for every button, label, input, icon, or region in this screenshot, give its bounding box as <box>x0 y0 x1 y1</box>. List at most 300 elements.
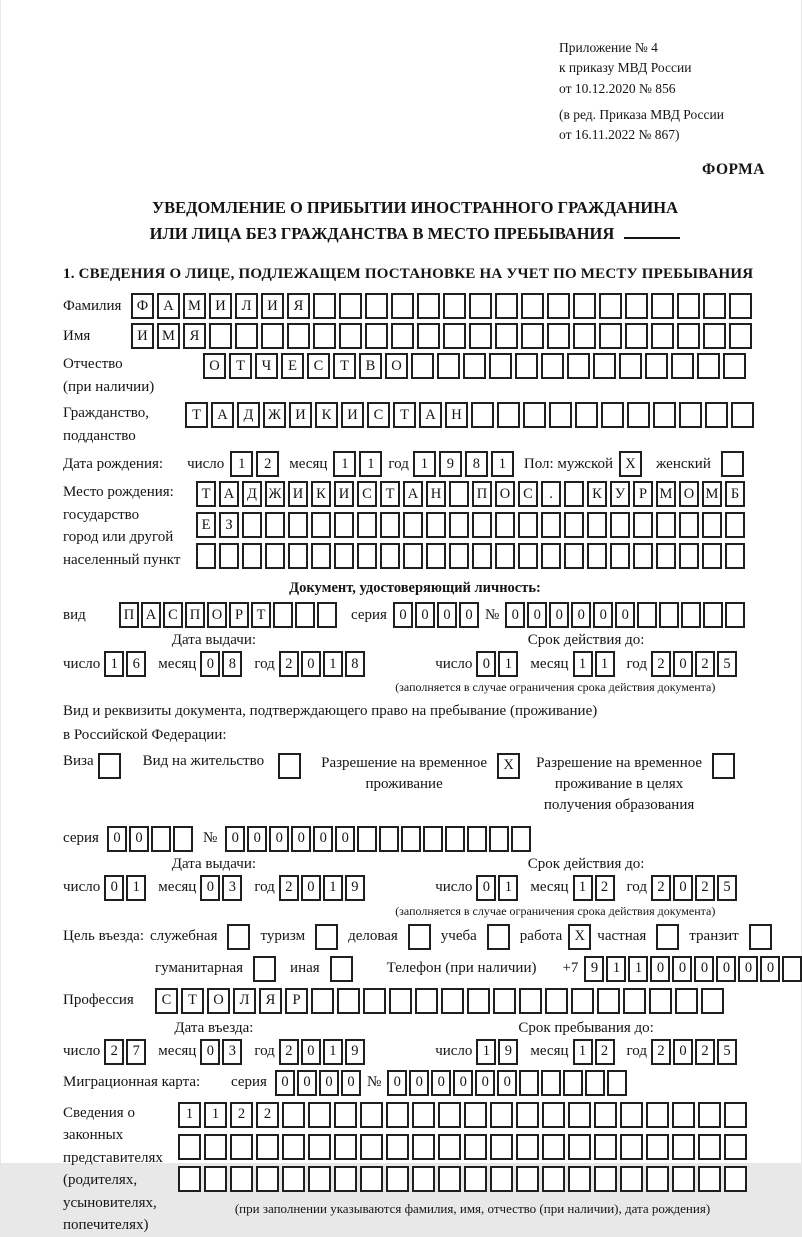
char-box[interactable]: 2 <box>230 1102 253 1128</box>
char-box[interactable] <box>467 988 490 1014</box>
char-box[interactable]: Е <box>281 353 304 379</box>
char-box[interactable]: С <box>367 402 390 428</box>
char-box[interactable]: Е <box>196 512 216 538</box>
char-box[interactable] <box>679 512 699 538</box>
char-box[interactable]: С <box>518 481 538 507</box>
char-box[interactable]: У <box>610 481 630 507</box>
char-box[interactable] <box>724 1166 747 1192</box>
char-box[interactable] <box>463 353 486 379</box>
char-box[interactable]: М <box>183 293 206 319</box>
char-box[interactable] <box>443 293 466 319</box>
char-box[interactable] <box>563 1070 583 1096</box>
char-box[interactable] <box>573 323 596 349</box>
char-box[interactable] <box>601 402 624 428</box>
char-box[interactable] <box>541 353 564 379</box>
char-box[interactable]: М <box>157 323 180 349</box>
char-box[interactable] <box>702 512 722 538</box>
char-box[interactable] <box>607 1070 627 1096</box>
char-box[interactable] <box>703 293 726 319</box>
char-box[interactable]: З <box>219 512 239 538</box>
char-box[interactable] <box>449 512 469 538</box>
char-box[interactable] <box>599 323 622 349</box>
char-box[interactable] <box>620 1102 643 1128</box>
char-box[interactable] <box>610 543 630 569</box>
char-box[interactable] <box>697 353 720 379</box>
char-box[interactable] <box>389 988 412 1014</box>
char-box[interactable] <box>287 323 310 349</box>
char-box[interactable] <box>412 1102 435 1128</box>
char-box[interactable]: 2 <box>651 1039 671 1065</box>
char-box[interactable] <box>209 323 232 349</box>
char-box[interactable] <box>518 512 538 538</box>
char-box[interactable] <box>311 543 331 569</box>
char-box[interactable]: Ж <box>263 402 286 428</box>
char-box[interactable] <box>472 543 492 569</box>
char-box[interactable]: 0 <box>225 826 245 852</box>
char-box[interactable] <box>426 543 446 569</box>
char-box[interactable]: 0 <box>497 1070 517 1096</box>
char-box[interactable] <box>417 293 440 319</box>
char-box[interactable]: А <box>419 402 442 428</box>
char-box[interactable] <box>380 543 400 569</box>
checkbox[interactable] <box>315 924 338 950</box>
char-box[interactable] <box>437 353 460 379</box>
char-box[interactable] <box>725 543 745 569</box>
char-box[interactable]: 1 <box>323 875 343 901</box>
char-box[interactable]: 0 <box>415 602 435 628</box>
char-box[interactable] <box>681 602 701 628</box>
char-box[interactable]: Р <box>229 602 249 628</box>
char-box[interactable] <box>698 1102 721 1128</box>
checkbox[interactable] <box>227 924 250 950</box>
char-box[interactable] <box>317 602 337 628</box>
char-box[interactable] <box>438 1166 461 1192</box>
char-box[interactable]: 6 <box>126 651 146 677</box>
char-box[interactable]: 1 <box>126 875 146 901</box>
char-box[interactable] <box>729 323 752 349</box>
char-box[interactable]: 1 <box>333 451 356 477</box>
char-box[interactable]: 1 <box>359 451 382 477</box>
char-box[interactable] <box>242 543 262 569</box>
char-box[interactable] <box>204 1166 227 1192</box>
char-box[interactable]: 0 <box>200 651 220 677</box>
char-box[interactable]: С <box>357 481 377 507</box>
checkbox[interactable] <box>721 451 744 477</box>
char-box[interactable] <box>703 602 723 628</box>
char-box[interactable] <box>386 1166 409 1192</box>
char-box[interactable]: Т <box>229 353 252 379</box>
char-box[interactable] <box>173 826 193 852</box>
char-box[interactable]: Т <box>181 988 204 1014</box>
char-box[interactable] <box>495 512 515 538</box>
char-box[interactable] <box>443 323 466 349</box>
char-box[interactable]: О <box>495 481 515 507</box>
char-box[interactable] <box>542 1166 565 1192</box>
char-box[interactable] <box>308 1134 331 1160</box>
char-box[interactable] <box>646 1134 669 1160</box>
char-box[interactable] <box>178 1166 201 1192</box>
char-box[interactable]: 1 <box>230 451 253 477</box>
char-box[interactable] <box>541 543 561 569</box>
char-box[interactable] <box>363 988 386 1014</box>
char-box[interactable]: 0 <box>476 651 496 677</box>
char-box[interactable]: 2 <box>595 1039 615 1065</box>
char-box[interactable] <box>651 323 674 349</box>
char-box[interactable]: 0 <box>393 602 413 628</box>
char-box[interactable] <box>564 543 584 569</box>
char-box[interactable]: С <box>155 988 178 1014</box>
char-box[interactable] <box>573 293 596 319</box>
char-box[interactable] <box>679 543 699 569</box>
char-box[interactable]: 5 <box>717 651 737 677</box>
char-box[interactable] <box>391 323 414 349</box>
char-box[interactable]: 8 <box>345 651 365 677</box>
char-box[interactable] <box>423 826 443 852</box>
char-box[interactable] <box>651 293 674 319</box>
char-box[interactable] <box>403 543 423 569</box>
char-box[interactable]: Ч <box>255 353 278 379</box>
char-box[interactable]: 0 <box>431 1070 451 1096</box>
char-box[interactable] <box>675 988 698 1014</box>
checkbox[interactable] <box>278 753 301 779</box>
char-box[interactable] <box>515 353 538 379</box>
char-box[interactable] <box>282 1166 305 1192</box>
char-box[interactable]: 1 <box>595 651 615 677</box>
char-box[interactable] <box>541 1070 561 1096</box>
char-box[interactable]: В <box>359 353 382 379</box>
char-box[interactable]: О <box>679 481 699 507</box>
char-box[interactable] <box>587 543 607 569</box>
char-box[interactable] <box>391 293 414 319</box>
char-box[interactable]: О <box>203 353 226 379</box>
checkbox[interactable] <box>98 753 121 779</box>
char-box[interactable]: 0 <box>269 826 289 852</box>
char-box[interactable] <box>472 512 492 538</box>
char-box[interactable]: 0 <box>319 1070 339 1096</box>
char-box[interactable] <box>610 512 630 538</box>
char-box[interactable]: 0 <box>738 956 758 982</box>
char-box[interactable] <box>656 543 676 569</box>
char-box[interactable]: 1 <box>323 1039 343 1065</box>
char-box[interactable]: И <box>131 323 154 349</box>
char-box[interactable] <box>594 1166 617 1192</box>
char-box[interactable]: П <box>472 481 492 507</box>
char-box[interactable] <box>633 512 653 538</box>
char-box[interactable] <box>575 402 598 428</box>
char-box[interactable] <box>288 512 308 538</box>
char-box[interactable] <box>672 1134 695 1160</box>
char-box[interactable] <box>516 1134 539 1160</box>
char-box[interactable]: 7 <box>126 1039 146 1065</box>
checkbox[interactable] <box>749 924 772 950</box>
char-box[interactable]: Т <box>380 481 400 507</box>
char-box[interactable]: И <box>209 293 232 319</box>
char-box[interactable]: Т <box>185 402 208 428</box>
char-box[interactable] <box>627 402 650 428</box>
char-box[interactable]: 1 <box>104 651 124 677</box>
char-box[interactable]: 0 <box>107 826 127 852</box>
char-box[interactable]: М <box>702 481 722 507</box>
char-box[interactable]: 8 <box>222 651 242 677</box>
checkbox[interactable] <box>487 924 510 950</box>
char-box[interactable]: 0 <box>313 826 333 852</box>
char-box[interactable]: 1 <box>573 1039 593 1065</box>
char-box[interactable]: Я <box>259 988 282 1014</box>
char-box[interactable]: Д <box>237 402 260 428</box>
char-box[interactable] <box>625 293 648 319</box>
char-box[interactable] <box>412 1166 435 1192</box>
char-box[interactable] <box>495 323 518 349</box>
char-box[interactable]: 0 <box>200 1039 220 1065</box>
char-box[interactable] <box>204 1134 227 1160</box>
char-box[interactable]: 2 <box>651 875 671 901</box>
char-box[interactable]: И <box>334 481 354 507</box>
char-box[interactable]: 0 <box>104 875 124 901</box>
char-box[interactable] <box>724 1134 747 1160</box>
char-box[interactable] <box>360 1102 383 1128</box>
char-box[interactable] <box>219 543 239 569</box>
char-box[interactable]: А <box>141 602 161 628</box>
checkbox[interactable]: X <box>619 451 642 477</box>
char-box[interactable] <box>261 323 284 349</box>
char-box[interactable]: 9 <box>498 1039 518 1065</box>
checkbox[interactable]: X <box>568 924 591 950</box>
char-box[interactable]: К <box>315 402 338 428</box>
char-box[interactable] <box>311 988 334 1014</box>
char-box[interactable] <box>679 402 702 428</box>
char-box[interactable] <box>703 323 726 349</box>
char-box[interactable]: И <box>261 293 284 319</box>
char-box[interactable] <box>379 826 399 852</box>
checkbox[interactable] <box>712 753 735 779</box>
char-box[interactable] <box>516 1166 539 1192</box>
char-box[interactable]: 0 <box>335 826 355 852</box>
char-box[interactable] <box>490 1166 513 1192</box>
char-box[interactable] <box>490 1134 513 1160</box>
char-box[interactable] <box>334 1134 357 1160</box>
char-box[interactable]: А <box>211 402 234 428</box>
char-box[interactable] <box>567 353 590 379</box>
char-box[interactable] <box>411 353 434 379</box>
char-box[interactable]: П <box>185 602 205 628</box>
char-box[interactable] <box>646 1102 669 1128</box>
char-box[interactable] <box>547 323 570 349</box>
char-box[interactable]: 1 <box>498 875 518 901</box>
char-box[interactable]: 0 <box>673 651 693 677</box>
char-box[interactable] <box>282 1102 305 1128</box>
char-box[interactable]: 0 <box>716 956 736 982</box>
char-box[interactable] <box>401 826 421 852</box>
char-box[interactable] <box>178 1134 201 1160</box>
char-box[interactable]: 0 <box>453 1070 473 1096</box>
char-box[interactable] <box>516 1102 539 1128</box>
char-box[interactable] <box>357 512 377 538</box>
char-box[interactable] <box>702 543 722 569</box>
char-box[interactable] <box>469 323 492 349</box>
char-box[interactable]: 9 <box>584 956 604 982</box>
char-box[interactable] <box>242 512 262 538</box>
char-box[interactable]: И <box>289 402 312 428</box>
char-box[interactable] <box>549 402 572 428</box>
char-box[interactable] <box>620 1134 643 1160</box>
char-box[interactable]: 0 <box>615 602 635 628</box>
char-box[interactable]: 0 <box>694 956 714 982</box>
char-box[interactable] <box>599 293 622 319</box>
char-box[interactable]: 0 <box>301 875 321 901</box>
char-box[interactable] <box>623 988 646 1014</box>
char-box[interactable]: Я <box>287 293 310 319</box>
char-box[interactable] <box>412 1134 435 1160</box>
char-box[interactable]: 0 <box>672 956 692 982</box>
char-box[interactable]: 1 <box>323 651 343 677</box>
char-box[interactable]: 3 <box>222 1039 242 1065</box>
char-box[interactable]: О <box>207 988 230 1014</box>
checkbox[interactable]: X <box>497 753 520 779</box>
char-box[interactable] <box>568 1166 591 1192</box>
char-box[interactable]: 2 <box>595 875 615 901</box>
char-box[interactable]: К <box>311 481 331 507</box>
char-box[interactable]: С <box>307 353 330 379</box>
char-box[interactable] <box>441 988 464 1014</box>
char-box[interactable]: 2 <box>279 875 299 901</box>
char-box[interactable]: 1 <box>628 956 648 982</box>
char-box[interactable] <box>725 602 745 628</box>
char-box[interactable] <box>386 1102 409 1128</box>
char-box[interactable]: 0 <box>673 875 693 901</box>
char-box[interactable] <box>523 402 546 428</box>
char-box[interactable] <box>339 323 362 349</box>
char-box[interactable]: Р <box>633 481 653 507</box>
char-box[interactable]: 2 <box>279 651 299 677</box>
char-box[interactable] <box>637 602 657 628</box>
char-box[interactable]: О <box>207 602 227 628</box>
char-box[interactable] <box>471 402 494 428</box>
char-box[interactable]: 0 <box>571 602 591 628</box>
char-box[interactable] <box>339 293 362 319</box>
char-box[interactable] <box>701 988 724 1014</box>
char-box[interactable] <box>230 1134 253 1160</box>
char-box[interactable] <box>445 826 465 852</box>
checkbox[interactable] <box>656 924 679 950</box>
char-box[interactable]: 1 <box>498 651 518 677</box>
char-box[interactable]: Т <box>196 481 216 507</box>
char-box[interactable] <box>677 293 700 319</box>
char-box[interactable] <box>782 956 802 982</box>
char-box[interactable]: Н <box>445 402 468 428</box>
char-box[interactable] <box>633 543 653 569</box>
char-box[interactable]: Т <box>333 353 356 379</box>
char-box[interactable]: А <box>219 481 239 507</box>
checkbox[interactable] <box>408 924 431 950</box>
char-box[interactable] <box>230 1166 253 1192</box>
char-box[interactable]: К <box>587 481 607 507</box>
char-box[interactable] <box>360 1134 383 1160</box>
char-box[interactable] <box>493 988 516 1014</box>
char-box[interactable] <box>698 1166 721 1192</box>
char-box[interactable] <box>568 1102 591 1128</box>
char-box[interactable] <box>659 602 679 628</box>
char-box[interactable]: Б <box>725 481 745 507</box>
char-box[interactable] <box>594 1134 617 1160</box>
char-box[interactable]: 0 <box>593 602 613 628</box>
char-box[interactable] <box>417 323 440 349</box>
char-box[interactable] <box>542 1134 565 1160</box>
char-box[interactable]: 2 <box>279 1039 299 1065</box>
char-box[interactable]: 2 <box>256 451 279 477</box>
char-box[interactable] <box>196 543 216 569</box>
char-box[interactable]: 1 <box>573 875 593 901</box>
char-box[interactable]: 5 <box>717 875 737 901</box>
char-box[interactable] <box>490 1102 513 1128</box>
char-box[interactable] <box>724 1102 747 1128</box>
char-box[interactable]: 1 <box>413 451 436 477</box>
char-box[interactable] <box>542 1102 565 1128</box>
char-box[interactable] <box>273 602 293 628</box>
char-box[interactable] <box>519 1070 539 1096</box>
checkbox[interactable] <box>330 956 353 982</box>
char-box[interactable] <box>497 402 520 428</box>
char-box[interactable]: 0 <box>200 875 220 901</box>
char-box[interactable]: 1 <box>178 1102 201 1128</box>
char-box[interactable] <box>723 353 746 379</box>
char-box[interactable]: 0 <box>301 651 321 677</box>
char-box[interactable] <box>334 512 354 538</box>
char-box[interactable] <box>698 1134 721 1160</box>
char-box[interactable] <box>646 1166 669 1192</box>
char-box[interactable] <box>568 1134 591 1160</box>
char-box[interactable] <box>415 988 438 1014</box>
char-box[interactable]: Т <box>393 402 416 428</box>
char-box[interactable]: 0 <box>247 826 267 852</box>
char-box[interactable]: О <box>385 353 408 379</box>
char-box[interactable] <box>357 826 377 852</box>
char-box[interactable]: 0 <box>341 1070 361 1096</box>
char-box[interactable] <box>464 1134 487 1160</box>
char-box[interactable] <box>731 402 754 428</box>
char-box[interactable]: Л <box>233 988 256 1014</box>
char-box[interactable] <box>597 988 620 1014</box>
char-box[interactable] <box>449 481 469 507</box>
char-box[interactable]: 1 <box>606 956 626 982</box>
char-box[interactable]: 2 <box>104 1039 124 1065</box>
char-box[interactable] <box>649 988 672 1014</box>
char-box[interactable]: М <box>656 481 676 507</box>
char-box[interactable]: 1 <box>204 1102 227 1128</box>
char-box[interactable]: 1 <box>476 1039 496 1065</box>
char-box[interactable]: 9 <box>439 451 462 477</box>
char-box[interactable] <box>464 1166 487 1192</box>
char-box[interactable] <box>308 1166 331 1192</box>
char-box[interactable]: 0 <box>275 1070 295 1096</box>
char-box[interactable] <box>464 1102 487 1128</box>
char-box[interactable] <box>672 1166 695 1192</box>
char-box[interactable] <box>672 1102 695 1128</box>
char-box[interactable]: Д <box>242 481 262 507</box>
char-box[interactable]: 0 <box>291 826 311 852</box>
char-box[interactable] <box>725 512 745 538</box>
char-box[interactable] <box>495 543 515 569</box>
char-box[interactable] <box>386 1134 409 1160</box>
char-box[interactable]: С <box>163 602 183 628</box>
char-box[interactable]: Я <box>183 323 206 349</box>
char-box[interactable] <box>334 1166 357 1192</box>
char-box[interactable]: 0 <box>650 956 670 982</box>
char-box[interactable]: 0 <box>475 1070 495 1096</box>
char-box[interactable] <box>426 512 446 538</box>
char-box[interactable] <box>282 1134 305 1160</box>
char-box[interactable]: 0 <box>673 1039 693 1065</box>
char-box[interactable]: 0 <box>301 1039 321 1065</box>
